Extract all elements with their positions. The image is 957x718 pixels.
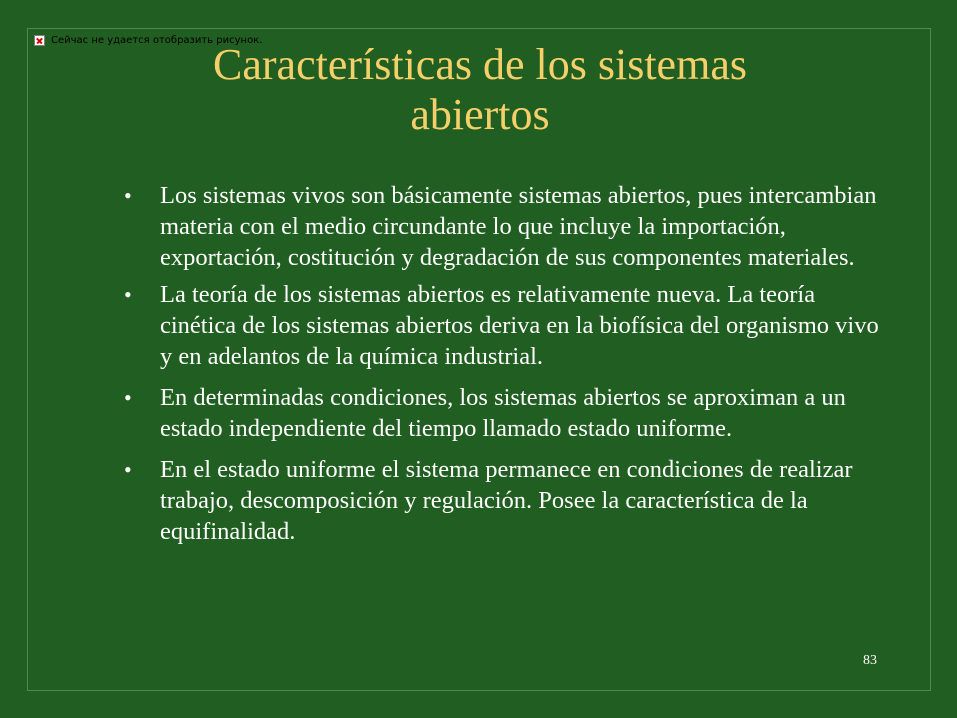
bullet-dot-icon: • — [124, 282, 132, 307]
slide-title-line-2: abiertos — [410, 90, 550, 139]
bullet-item — [120, 180, 880, 273]
bullet-text: En determinadas condiciones, los sistemas abiertos se aproximan a un estado independiente del tiempo llamado estado uniforme. — [160, 384, 846, 442]
page-number: 83 — [863, 653, 877, 668]
broken-image-text: Сейчас не удается отобразить рисунок. — [51, 35, 263, 46]
bullet-item — [120, 382, 880, 444]
bullet-item — [120, 279, 880, 372]
slide-title — [60, 40, 900, 140]
bullet-list — [120, 180, 880, 553]
slide-title-line-1: Características de los sistemas — [213, 40, 747, 89]
bullet-dot-icon: • — [124, 457, 132, 482]
bullet-item — [120, 454, 880, 547]
broken-image-icon — [34, 35, 45, 46]
bullet-text: Los sistemas vivos son básicamente sistemas abiertos, pues intercambian materia con el medio circundante lo que incluye la importación, exportación, costitución y degradación de sus componentes materiales. — [160, 182, 877, 271]
bullet-dot-icon: • — [124, 183, 132, 208]
bullet-text: La teoría de los sistemas abiertos es relativamente nueva. La teoría cinética de los sistemas abiertos deriva en la biofísica del organismo vivo y en adelantos de la química industrial. — [160, 281, 879, 370]
bullet-dot-icon: • — [124, 385, 132, 410]
bullet-text: En el estado uniforme el sistema permanece en condiciones de realizar trabajo, descomposición y regulación. Posee la característica de la equifinalidad. — [160, 456, 853, 545]
